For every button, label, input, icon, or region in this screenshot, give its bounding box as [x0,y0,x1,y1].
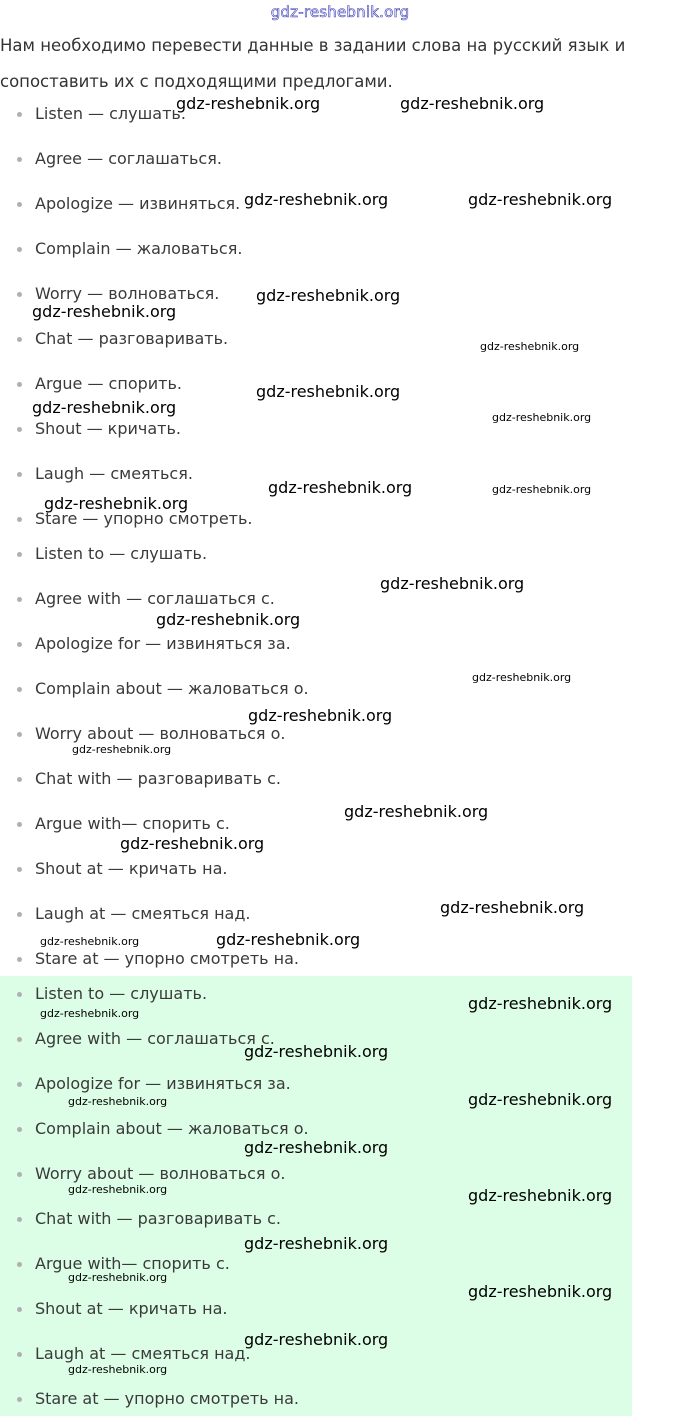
list-item-text: Agree with — соглашаться с. [35,1029,275,1048]
list-item-text: Stare at — упорно смотреть на. [35,949,300,968]
list-item-text: Listen to — слушать. [35,984,208,1003]
list-item-text: Stare — упорно смотреть. [35,509,253,528]
watermark: gdz-reshebnik.org [68,1363,168,1376]
watermark: gdz-reshebnik.org [244,1234,389,1253]
watermark: gdz-reshebnik.org [72,743,172,756]
watermark: gdz-reshebnik.org [468,994,613,1013]
bullet-icon [17,1127,22,1132]
list-item-text: Chat with — разговаривать с. [35,1209,281,1228]
watermark: gdz-reshebnik.org [268,478,413,497]
bullet-icon [17,992,22,997]
bullet-icon [17,1397,22,1402]
watermark: gdz-reshebnik.org [440,898,585,917]
bullet-icon [17,1082,22,1087]
bullet-icon [17,1037,22,1042]
list-item-text: Listen — слушать. [35,104,186,123]
watermark: gdz-reshebnik.org [492,483,592,496]
bullet-icon [17,597,22,602]
watermark: gdz-reshebnik.org [244,1138,389,1157]
bullet-icon [17,517,22,522]
watermark: gdz-reshebnik.org [472,671,572,684]
list-item-text: Shout — кричать. [35,419,181,438]
list-item-text: Laugh at — смеяться над. [35,1344,251,1363]
watermark: gdz-reshebnik.org [492,411,592,424]
watermark: gdz-reshebnik.org [40,935,140,948]
watermark: gdz-reshebnik.org [68,1183,168,1196]
bullet-icon [17,642,22,647]
list-item-text: Listen to — слушать. [35,544,208,563]
list-item-text: Shout at — кричать на. [35,1299,228,1318]
list-item-text: Chat with — разговаривать с. [35,769,281,788]
watermark: gdz-reshebnik.org [244,190,389,209]
bullet-icon [17,957,22,962]
bullet-icon [17,427,22,432]
header-watermark: gdz-reshebnik.org [270,3,410,21]
watermark: gdz-reshebnik.org [256,286,401,305]
bullet-icon [17,202,22,207]
bullet-icon [17,1307,22,1312]
list-item-text: Apologize — извиняться. [35,194,241,213]
bullet-icon [17,157,22,162]
watermark: gdz-reshebnik.org [380,574,525,593]
list-item-text: Argue with— спорить с. [35,1254,230,1273]
bullet-icon [17,112,22,117]
intro-paragraph: Нам необходимо перевести данные в задании слова на русский язык и сопоставить их с подходящими предлогами. [0,36,626,91]
bullet-icon [17,1217,22,1222]
list-item-text: Stare at — упорно смотреть на. [35,1389,300,1408]
bullet-icon [17,822,22,827]
bullet-icon [17,552,22,557]
list-item-text: Complain — жаловаться. [35,239,243,258]
list-item-text: Worry about — волноваться о. [35,1164,286,1183]
watermark: gdz-reshebnik.org [32,302,177,321]
bullet-icon [17,777,22,782]
bullet-icon [17,247,22,252]
list-item-text: Chat — разговаривать. [35,329,229,348]
watermark: gdz-reshebnik.org [244,1330,389,1349]
watermark: gdz-reshebnik.org [156,610,301,629]
bullet-icon [17,912,22,917]
list-item-text: Agree — соглашаться. [35,149,222,168]
watermark: gdz-reshebnik.org [216,930,361,949]
list-item-text: Shout at — кричать на. [35,859,228,878]
watermark: gdz-reshebnik.org [40,1007,140,1020]
watermark: gdz-reshebnik.org [176,94,321,113]
watermark: gdz-reshebnik.org [344,802,489,821]
watermark: gdz-reshebnik.org [468,1090,613,1109]
watermark: gdz-reshebnik.org [400,94,545,113]
bullet-icon [17,337,22,342]
bullet-icon [17,472,22,477]
bullet-icon [17,1352,22,1357]
watermark: gdz-reshebnik.org [480,340,580,353]
list-item-text: Argue with— спорить с. [35,814,230,833]
bullet-icon [17,732,22,737]
watermark: gdz-reshebnik.org [68,1271,168,1284]
bullet-icon [17,867,22,872]
bullet-icon [17,1172,22,1177]
bullet-icon [17,382,22,387]
bullet-icon [17,687,22,692]
watermark: gdz-reshebnik.org [68,1095,168,1108]
list-item-text: Agree with — соглашаться с. [35,589,275,608]
list-item-text: Laugh — смеяться. [35,464,193,483]
watermark: gdz-reshebnik.org [32,398,177,417]
list-item-text: Argue — спорить. [35,374,182,393]
watermark: gdz-reshebnik.org [468,1186,613,1205]
list-item-text: Complain about — жаловаться о. [35,679,309,698]
list-item-text: Complain about — жаловаться о. [35,1119,309,1138]
bullet-icon [17,1262,22,1267]
list-item-text: Apologize for — извиняться за. [35,1074,291,1093]
watermark: gdz-reshebnik.org [468,1282,613,1301]
watermark: gdz-reshebnik.org [244,1042,389,1061]
watermark: gdz-reshebnik.org [468,190,613,209]
watermark: gdz-reshebnik.org [120,834,265,853]
list-item-text: Apologize for — извиняться за. [35,634,291,653]
watermark: gdz-reshebnik.org [44,494,189,513]
watermark: gdz-reshebnik.org [256,382,401,401]
list-item-text: Laugh at — смеяться над. [35,904,251,923]
list-item-text: Worry about — волноваться о. [35,724,286,743]
list-item-text: Worry — волноваться. [35,284,220,303]
watermark: gdz-reshebnik.org [248,706,393,725]
bullet-icon [17,292,22,297]
